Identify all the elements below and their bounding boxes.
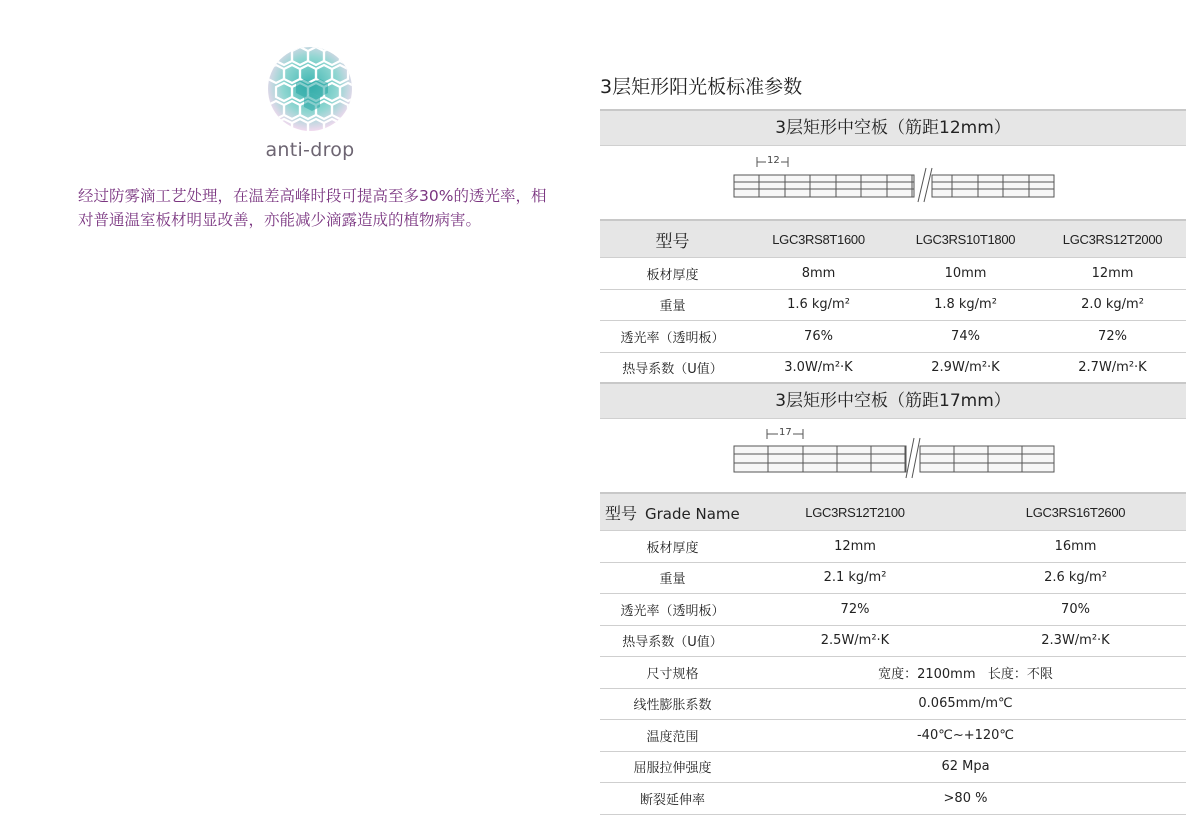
row-label: 透光率（透明板） bbox=[600, 321, 745, 353]
table-header-row bbox=[600, 220, 1186, 258]
row-label: 温度范围 bbox=[600, 720, 745, 752]
table-row bbox=[600, 321, 1186, 353]
row-label: 重量 bbox=[600, 562, 745, 594]
row-label: 重量 bbox=[600, 289, 745, 321]
cell-value: 72% bbox=[1039, 321, 1186, 353]
table-row bbox=[600, 289, 1186, 321]
cell-value: 2.3W/m²·K bbox=[965, 625, 1186, 657]
cell-value: 62 Mpa bbox=[745, 751, 1186, 783]
anti-drop-description: 经过防雾滴工艺处理，在温差高峰时段可提高至多30%的透光率，相对普通温室板材明显改善，亦能减少滴露造成的植物病害。 bbox=[78, 187, 547, 229]
row-label: 热导系数（U值） bbox=[600, 352, 745, 384]
table-row bbox=[600, 720, 1186, 752]
cell-value: 70% bbox=[965, 594, 1186, 626]
cell-value: 12mm bbox=[745, 531, 965, 563]
section1-spec-table bbox=[600, 219, 1186, 384]
row-label: 线性膨胀系数 bbox=[600, 688, 745, 720]
section1-profile-diagram bbox=[730, 150, 1060, 210]
cell-value: 2.1 kg/m² bbox=[745, 562, 965, 594]
section2-title: 3层矩形中空板（筋距17mm） bbox=[600, 382, 1186, 419]
model-label: 型号 bbox=[600, 220, 745, 258]
model-label-en: Grade Name bbox=[645, 504, 740, 523]
table-header-row bbox=[600, 493, 1186, 531]
row-label: 板材厚度 bbox=[600, 531, 745, 563]
model-label bbox=[600, 493, 745, 531]
row-label: 屈服拉伸强度 bbox=[600, 751, 745, 783]
cell-value: 2.0 kg/m² bbox=[1039, 289, 1186, 321]
model-label-cn: 型号 bbox=[605, 503, 638, 523]
table-row bbox=[600, 352, 1186, 384]
cell-value: >80 % bbox=[745, 783, 1186, 815]
model-name: LGC3RS8T1600 bbox=[745, 220, 892, 258]
cell-value: 1.6 kg/m² bbox=[745, 289, 892, 321]
table-row bbox=[600, 688, 1186, 720]
section1-dim-label: 12 bbox=[767, 155, 780, 166]
cell-value: 74% bbox=[892, 321, 1039, 353]
cell-value: 2.6 kg/m² bbox=[965, 562, 1186, 594]
cell-value: 72% bbox=[745, 594, 965, 626]
cell-value: 10mm bbox=[892, 258, 1039, 290]
table-row bbox=[600, 594, 1186, 626]
table-row bbox=[600, 751, 1186, 783]
table-row bbox=[600, 531, 1186, 563]
row-label: 板材厚度 bbox=[600, 258, 745, 290]
section2-profile-diagram bbox=[730, 424, 1060, 484]
logo-text: anti-drop bbox=[265, 139, 355, 161]
table-row bbox=[600, 657, 1186, 689]
cell-value: 8mm bbox=[745, 258, 892, 290]
cell-value: 0.065mm/m℃ bbox=[745, 688, 1186, 720]
cell-value: 1.8 kg/m² bbox=[892, 289, 1039, 321]
model-name: LGC3RS12T2100 bbox=[745, 493, 965, 531]
cell-value: 12mm bbox=[1039, 258, 1186, 290]
row-label: 断裂延伸率 bbox=[600, 783, 745, 815]
model-name: LGC3RS12T2000 bbox=[1039, 220, 1186, 258]
row-label: 热导系数（U值） bbox=[600, 625, 745, 657]
cell-value: -40℃~+120℃ bbox=[745, 720, 1186, 752]
table-row bbox=[600, 258, 1186, 290]
cell-value: 宽度：2100mm 长度：不限 bbox=[745, 657, 1186, 689]
model-name: LGC3RS16T2600 bbox=[965, 493, 1186, 531]
cell-value: 2.9W/m²·K bbox=[892, 352, 1039, 384]
table-row bbox=[600, 783, 1186, 815]
cell-value: 76% bbox=[745, 321, 892, 353]
cell-value: 2.7W/m²·K bbox=[1039, 352, 1186, 384]
model-name: LGC3RS10T1800 bbox=[892, 220, 1039, 258]
page-title: 3层矩形阳光板标准参数 bbox=[600, 76, 803, 98]
cell-value: 2.5W/m²·K bbox=[745, 625, 965, 657]
anti-drop-logo bbox=[262, 45, 358, 161]
row-label: 透光率（透明板） bbox=[600, 594, 745, 626]
section1-title: 3层矩形中空板（筋距12mm） bbox=[600, 109, 1186, 146]
table-row bbox=[600, 562, 1186, 594]
cell-value: 3.0W/m²·K bbox=[745, 352, 892, 384]
table-row bbox=[600, 625, 1186, 657]
row-label: 尺寸规格 bbox=[600, 657, 745, 689]
section2-spec-table bbox=[600, 492, 1186, 815]
cell-value: 16mm bbox=[965, 531, 1186, 563]
honeycomb-globe-icon bbox=[266, 45, 354, 133]
section2-dim-label: 17 bbox=[779, 427, 792, 438]
